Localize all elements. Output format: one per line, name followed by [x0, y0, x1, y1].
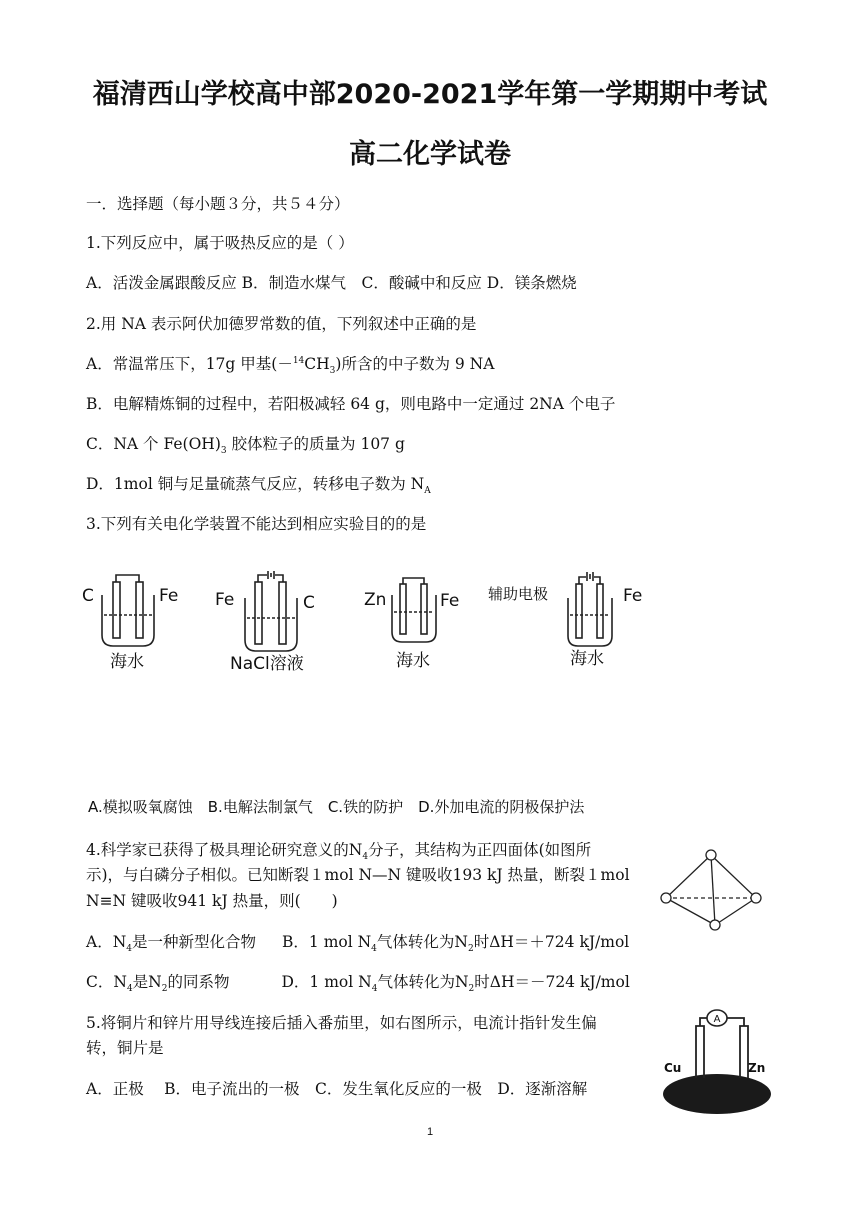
section-heading: 一．选择题（每小题３分，共５４分） — [86, 195, 350, 213]
fig1-left-label: C — [82, 586, 94, 606]
tetrahedron-figure — [660, 846, 776, 932]
zn-label: Zn — [748, 1061, 766, 1075]
fig2-right-label: C — [303, 593, 315, 613]
fig4-left-label: 辅助电极 — [488, 585, 549, 603]
q5-options: A．正极 B．电子流出的一极 C．发生氧化反应的一极 D．逐渐溶解 — [86, 1080, 588, 1098]
fig1-right-label: Fe — [159, 586, 179, 606]
q4-line3: N≡N 键吸收941 kJ 热量，则( ) — [86, 892, 338, 910]
fig3-left-label: Zn — [364, 590, 387, 610]
tomato-cell-figure — [660, 1008, 774, 1116]
fig4-right-label: Fe — [623, 586, 643, 606]
q3-options: A.模拟吸氧腐蚀 B.电解法制氯气 C.铁的防护 D.外加电流的阴极保护法 — [88, 798, 585, 816]
q4-line1: 4.科学家已获得了极具理论研究意义的$N_4$分子，其结构为正四面体(如图所 — [86, 841, 592, 863]
q2-stem: 2.用 NA 表示阿伏加德罗常数的值，下列叙述中正确的是 — [86, 315, 477, 333]
cu-label: Cu — [664, 1061, 682, 1075]
q3-stem: 3.下列有关电化学装置不能达到相应实验目的的是 — [86, 515, 427, 533]
q2-option-a: A．常温常压下，17g 甲基$(-^{14}CH_3)$所含的中子数为 9 NA — [86, 355, 495, 377]
q2-option-d: D．1mol 铜与足量硫蒸气反应，转移电子数为 $N_A$ — [86, 475, 431, 497]
exam-title: 福清西山学校高中部2020-2021学年第一学期期中考试 — [92, 79, 768, 110]
electrochem-figures — [80, 570, 680, 680]
q4-line2: 示)，与白磷分子相似。已知断裂１mol N—N 键吸收193 kJ 热量，断裂１mol — [86, 866, 630, 884]
q2-option-b: B．电解精炼铜的过程中，若阳极减轻 64 g，则电路中一定通过 2NA 个电子 — [86, 395, 616, 413]
fig3-right-label: Fe — [440, 591, 460, 611]
fig2-bottom-label: NaCl溶液 — [230, 654, 304, 674]
fig2-left-label: Fe — [215, 590, 235, 610]
q1-options: A．活泼金属跟酸反应 B．制造水煤气 C．酸碱中和反应 D．镁条燃烧 — [86, 274, 577, 292]
q5-line2: 转，铜片是 — [86, 1039, 164, 1057]
q1-stem: 1.下列反应中，属于吸热反应的是（ ） — [86, 234, 354, 252]
page-number: 1 — [426, 1126, 434, 1138]
fig4-bottom-label: 海水 — [570, 649, 604, 669]
fig1-bottom-label: 海水 — [110, 652, 144, 672]
ammeter-label: A — [713, 1014, 721, 1025]
q5-line1: 5.将铜片和锌片用导线连接后插入番茄里，如右图所示，电流计指针发生偏 — [86, 1014, 597, 1032]
q2-option-c: C．NA 个 $Fe(OH)_3$ 胶体粒子的质量为 107 g — [86, 435, 405, 457]
fig3-bottom-label: 海水 — [396, 651, 430, 671]
q4-options-ab: A．$N_4$是一种新型化合物 B．1 mol $N_4$气体转化为$N_2$时ΔH＝＋724 kJ/mol — [86, 933, 630, 955]
exam-subtitle: 高二化学试卷 — [349, 139, 511, 170]
q4-options-cd: C．$N_4$是$N_2$的同系物 D．1 mol $N_4$气体转化为$N_2$时ΔH＝－724 kJ/mol — [86, 973, 630, 995]
